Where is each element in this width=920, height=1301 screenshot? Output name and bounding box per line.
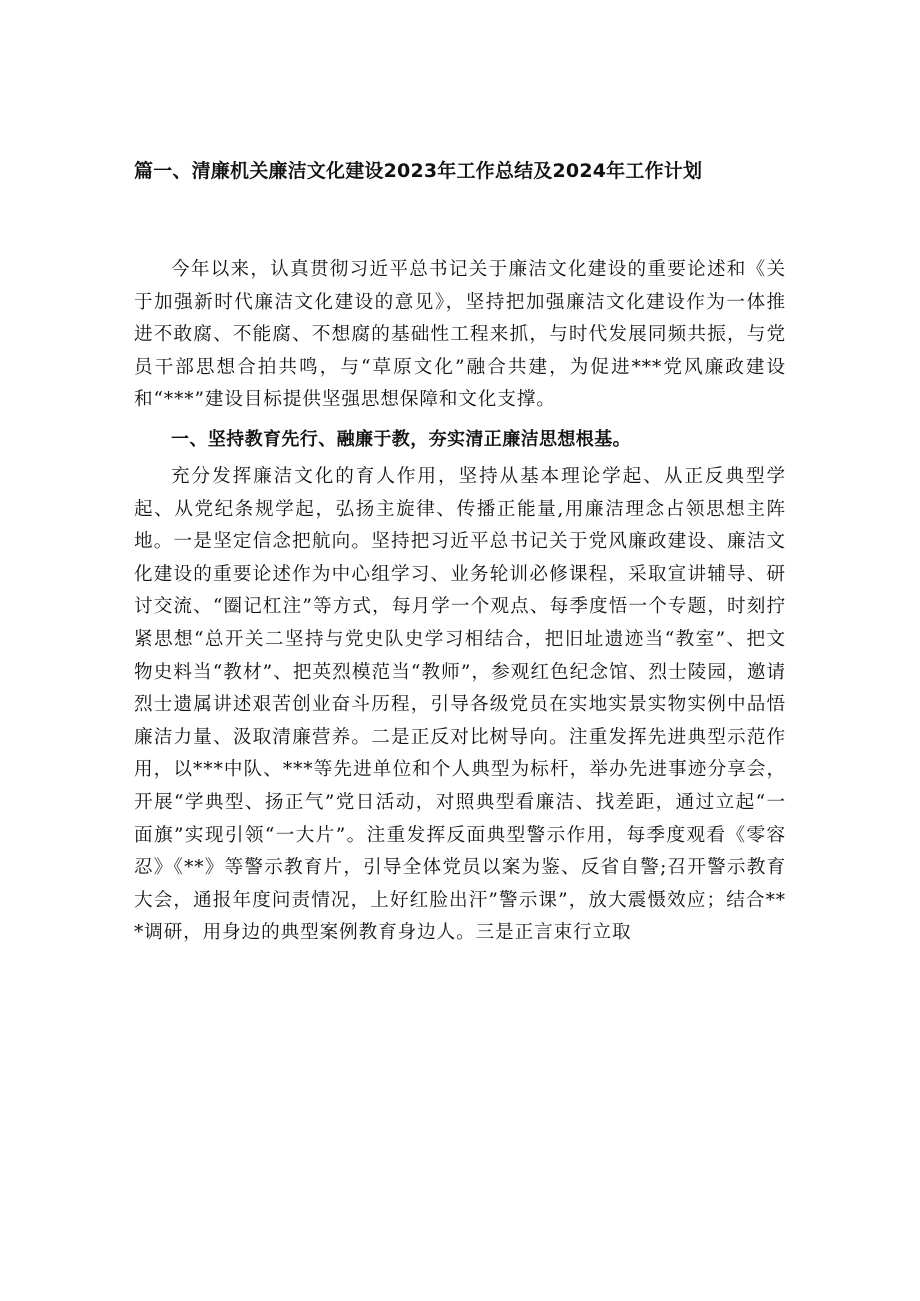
section-heading: 一、坚持教育先行、融廉于教，夯实清正廉洁思想根基。 <box>171 428 631 450</box>
document-body <box>134 254 786 950</box>
document-title: 篇一、清廉机关廉洁文化建设2023年工作总结及2024年工作计划 <box>134 160 703 182</box>
section-paragraph: 充分发挥廉洁文化的育人作用，坚持从基本理论学起、从正反典型学起、从党纪条规学起，弘扬主旋律、传播正能量,用廉洁理念占领思想主阵地。一是坚定信念把航向。坚持把习近平总书记关于党风廉政建设、廉洁文化建设的重要论述作为中心组学习、业务轮训必修课程，采取宣讲辅导、研讨交流、“圈记杠注”等方式，每月学一个观点、每季度悟一个专题，时刻拧紧思想“总开关二坚持与党史队史学习相结合，把旧址遗迹当“教室”、把文物史料当“教材”、把英烈模范当“教师”，参观红色纪念馆、烈士陵园，邀请烈士遗属讲述艰苦创业奋斗历程，引导各级党员在实地实景实物实例中品悟廉洁力量、汲取清廉营养。二是正反对比树导向。注重发挥先进典型示范作用，以***中队、***等先进单位和个人典型为标杆，举办先进事迹分享会，开展“学典型、扬正气”党日活动，对照典型看廉洁、找差距，通过立起“一面旗”实现引领“一大片”。注重发挥反面典型警示作用，每季度观看《零容忍》《**》等警示教育片，引导全体党员以案为鉴、反省自警;召开警示教育大会，通报年度问责情况，上好红脸出汗”警示课”，放大震慑效应；结合***调研，用身边的典型案例教育身边人。三是正言束行立取 <box>134 465 786 944</box>
intro-paragraph: 今年以来，认真贯彻习近平总书记关于廉洁文化建设的重要论述和《关于加强新时代廉洁文化建设的意见》，坚持把加强廉洁文化建设作为一体推进不敢腐、不能腐、不想腐的基础性工程来抓，与时代发展同频共振，与党员干部思想合拍共鸣，与“草原文化”融合共建，为促进***党风廉政建设和“***”建设目标提供坚强思想保障和文化支撑。 <box>134 259 786 411</box>
